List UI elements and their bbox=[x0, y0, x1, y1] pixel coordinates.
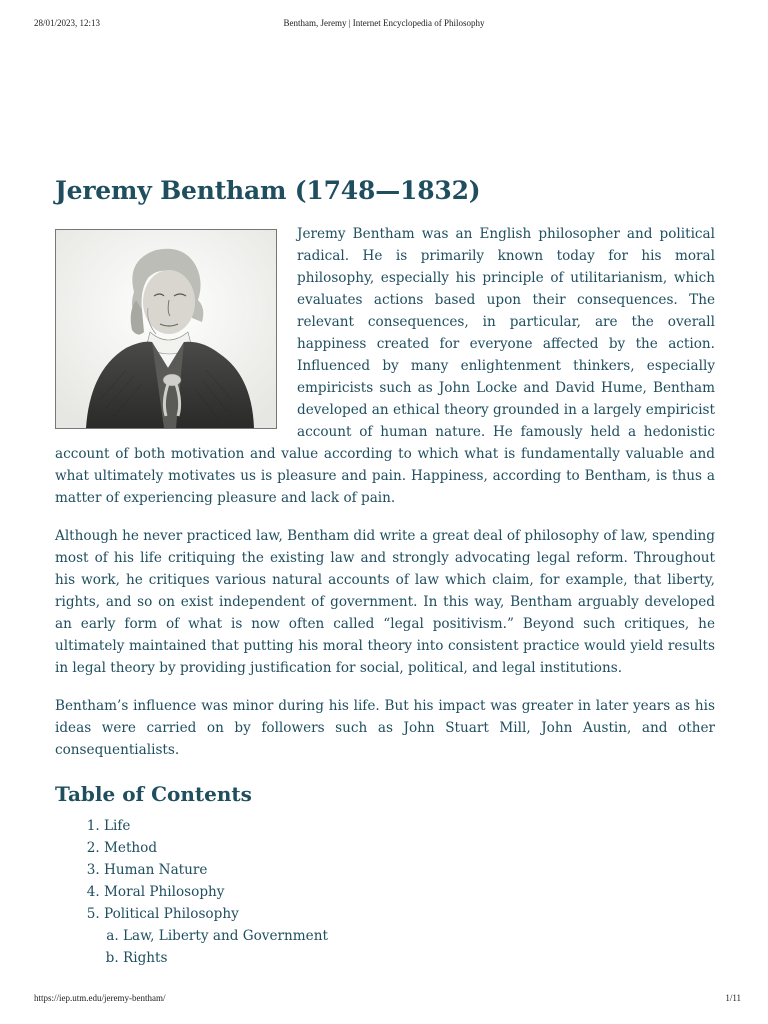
toc-item bbox=[104, 881, 715, 903]
print-footer-page-indicator: 1/11 bbox=[725, 993, 741, 1003]
article-title: Jeremy Bentham (1748—1832) bbox=[55, 176, 481, 205]
toc-link-human-nature[interactable]: Human Nature bbox=[104, 862, 208, 878]
article-paragraph: Although he never practiced law, Bentham did write a great deal of philosophy of law, spending most of his life critiquing the existing law and strongly advocating legal reform. Throughout his work, he critiques various natural accounts of law which claim, for example, that liberty, rights, and so on exist independent of government. In this way, Bentham arguably developed an early form of what is now often called “legal positivism.” Beyond such critiques, he ultimately maintained that putting his moral theory into consistent practice would yield results in legal theory by providing justification for social, political, and legal institutions. bbox=[55, 528, 715, 676]
toc-link-moral-philosophy[interactable]: Moral Philosophy bbox=[104, 884, 225, 900]
toc-item bbox=[104, 837, 715, 859]
article-paragraph: Bentham’s influence was minor during his life. But his impact was greater in later years as his ideas were carried on by followers such as John Stuart Mill, John Austin, and other consequentialists. bbox=[55, 698, 715, 758]
toc-item bbox=[104, 815, 715, 837]
toc-list bbox=[55, 815, 715, 969]
toc-link-law-liberty-government[interactable]: Law, Liberty and Government bbox=[123, 928, 328, 944]
toc-heading: Table of Contents bbox=[55, 782, 252, 806]
toc-subitem bbox=[123, 947, 715, 969]
toc-link-political-philosophy[interactable]: Political Philosophy bbox=[104, 906, 239, 922]
toc-item bbox=[104, 859, 715, 881]
toc-link-life[interactable]: Life bbox=[104, 818, 131, 834]
print-footer bbox=[0, 993, 768, 1007]
article-body bbox=[55, 223, 715, 969]
print-header-datetime: 28/01/2023, 12:13 bbox=[34, 18, 101, 28]
toc-link-rights[interactable]: Rights bbox=[123, 950, 168, 966]
article-paragraph: Jeremy Bentham was an English philosopher and political radical. He is primarily known today for his moral philosophy, especially his principle of utilitarianism, which evaluates actions based upon their consequences. The relevant consequences, in particular, are the overall happiness created for everyone affected by the action. Influenced by many enlightenment thinkers, especially empiricists such as John Locke and David Hume, Bentham developed an ethical theory grounded in a largely empiricist account of human nature. He famously held a hedonistic account of both motivation and value according to which what is fundamentally valuable and what ultimately motivates us is pleasure and pain. Happiness, according to Bentham, is thus a matter of experiencing pleasure and lack of pain. bbox=[55, 226, 715, 506]
toc-item bbox=[104, 903, 715, 969]
toc-sublist bbox=[104, 925, 715, 969]
toc-subitem bbox=[123, 925, 715, 947]
print-header bbox=[0, 18, 768, 32]
print-footer-url: https://iep.utm.edu/jeremy-bentham/ bbox=[34, 993, 166, 1003]
bentham-portrait-image bbox=[55, 229, 277, 429]
print-header-page-title: Bentham, Jeremy | Internet Encyclopedia of Philosophy bbox=[283, 18, 485, 28]
toc-link-method[interactable]: Method bbox=[104, 840, 158, 856]
